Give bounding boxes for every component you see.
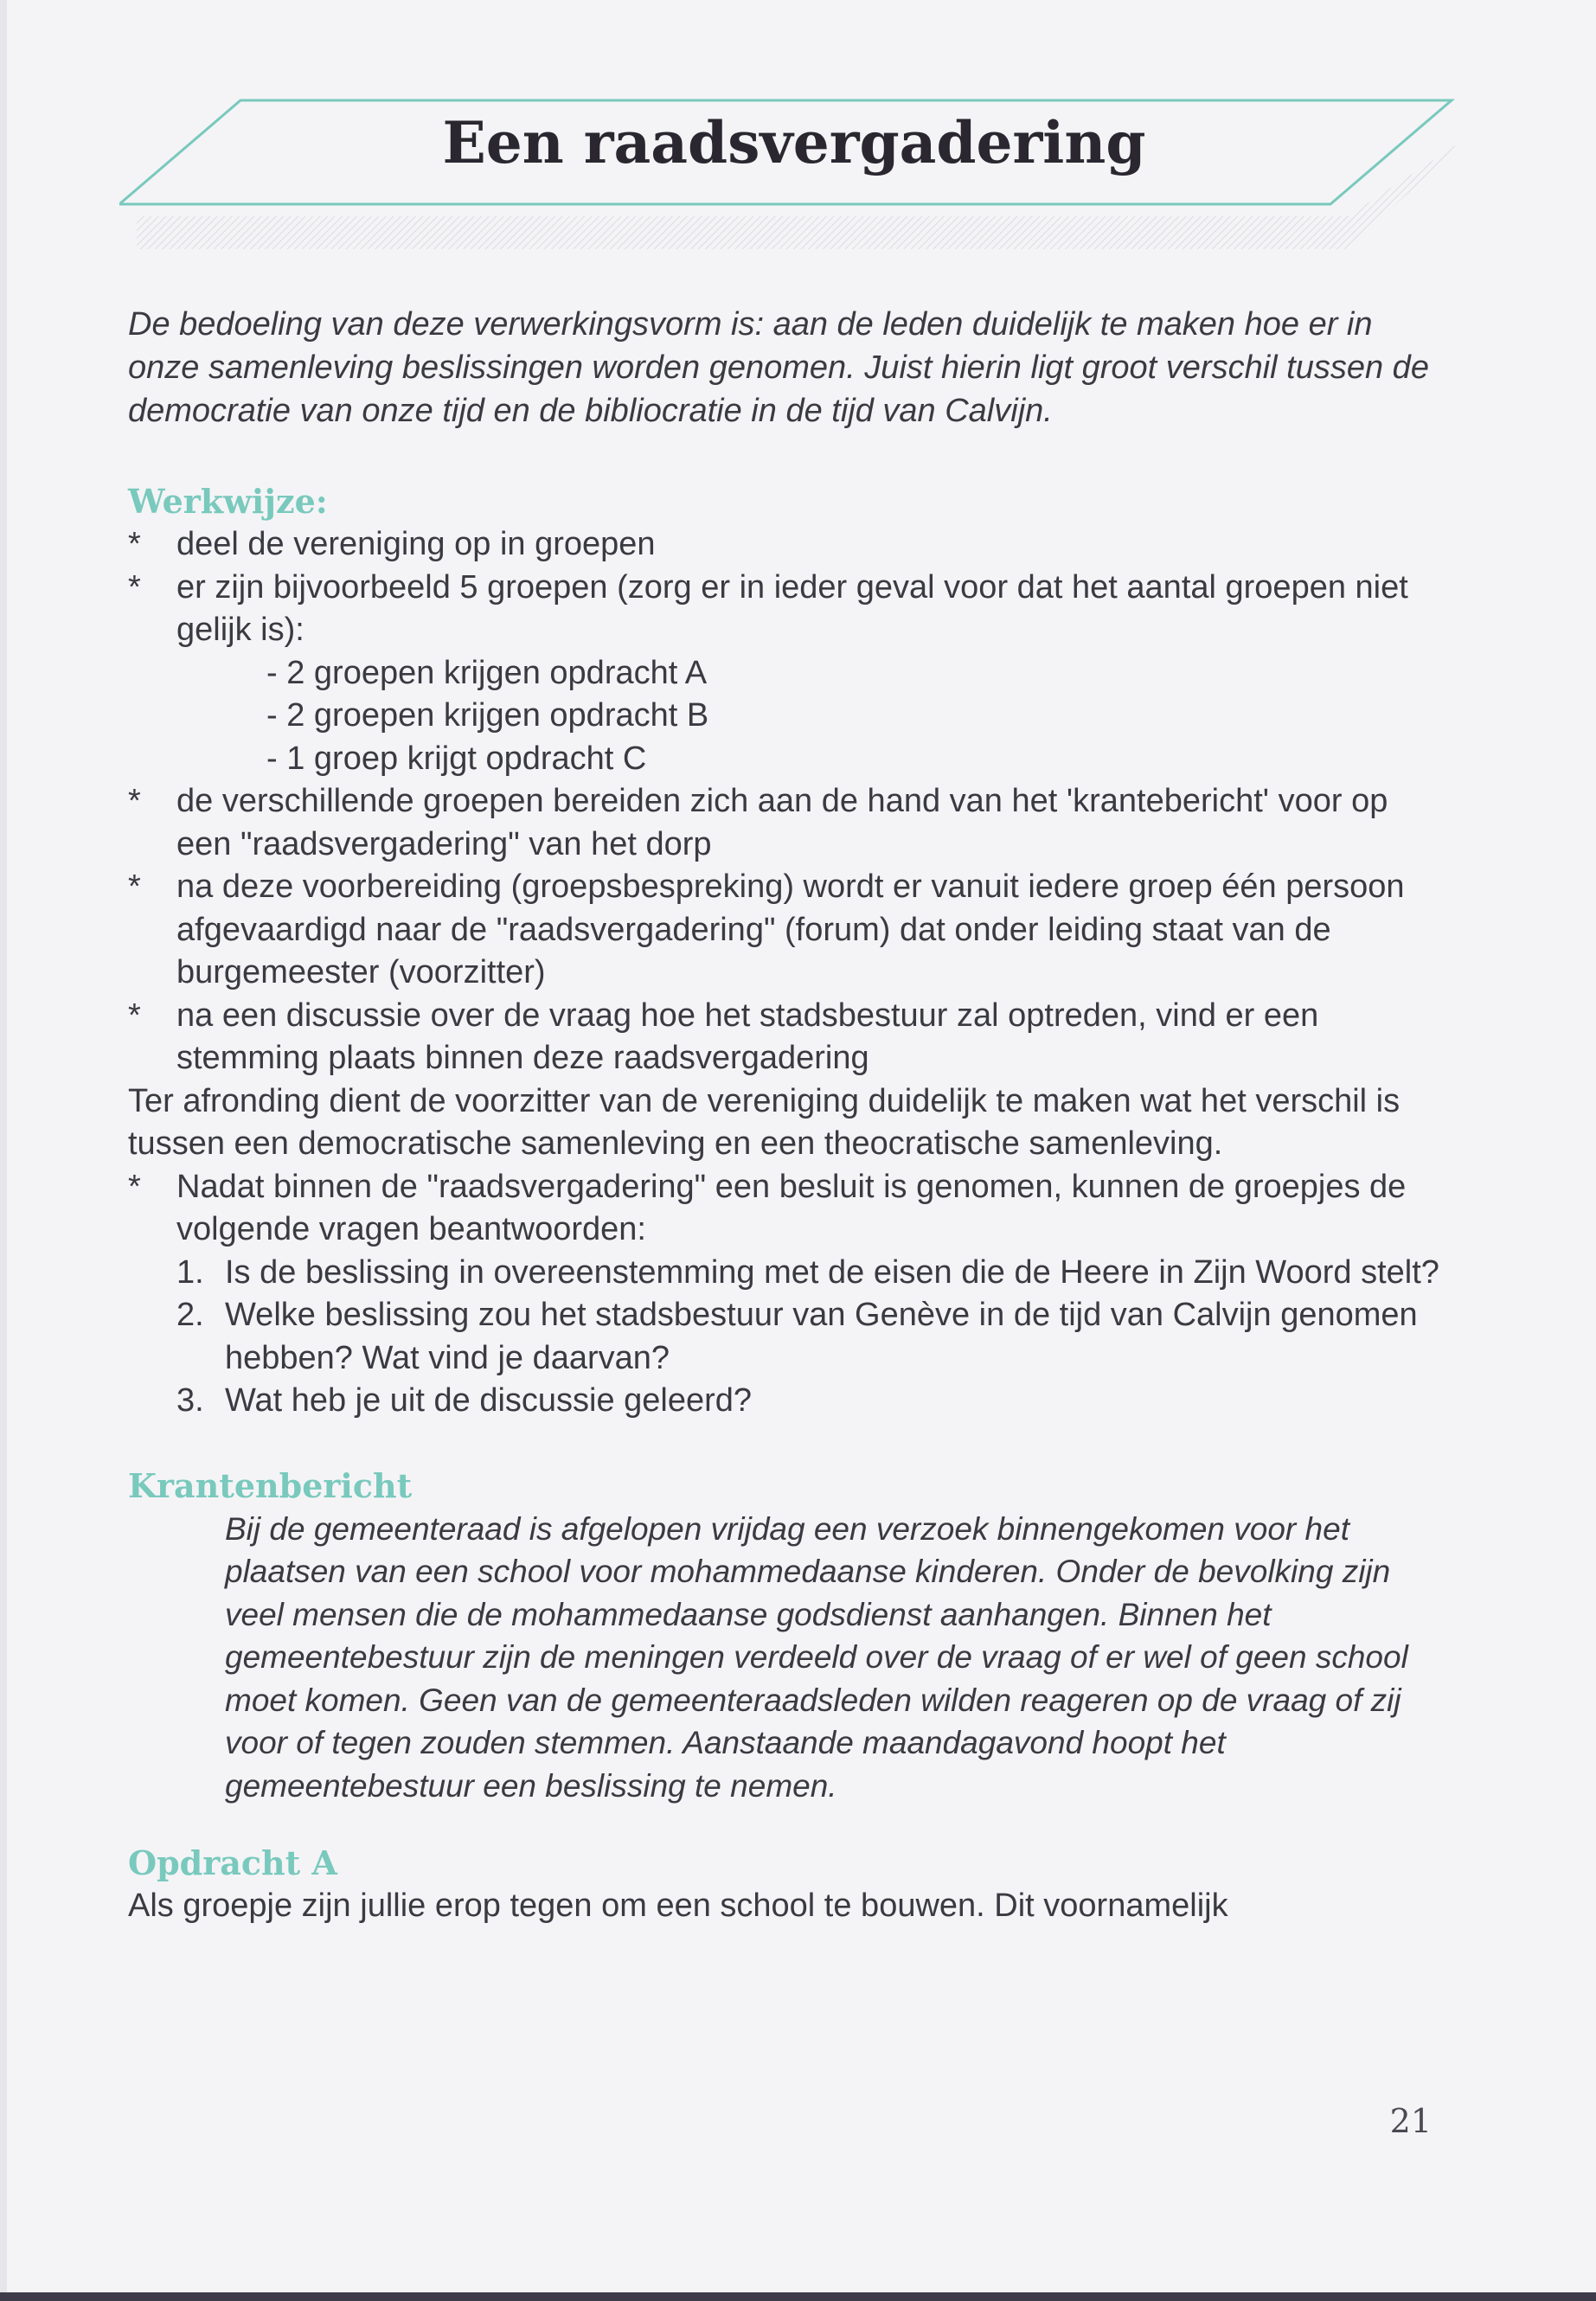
afronding-paragraph: Ter afronding dient de voorzitter van de vereniging duidelijk te maken wat het verschil is tussen een democratische samenleving en een theocratische samenleving. bbox=[128, 1082, 1401, 1162]
list-item: * Nadat binnen de "raadsvergadering" een besluit is genomen, kunnen de groepjes de volgende vragen beantwoorden: bbox=[128, 1166, 1443, 1252]
bullet-star: * bbox=[128, 568, 141, 606]
title-banner bbox=[119, 93, 1469, 258]
werkwijze-heading: Werkwijze: bbox=[128, 482, 328, 521]
opdracht-a-heading: Opdracht A bbox=[128, 1843, 337, 1882]
krantenbericht-text: Bij de gemeenteraad is afgelopen vrijdag een verzoek binnengekomen voor het plaatsen van een school voor mohammedaanse kinderen. Onder de bevolking zijn veel mensen die de mohammedaanse godsdienst aanhangen. Binnen het gemeentebestuur zijn de meningen verdeeld over de vraag of er wel of geen school moet komen. Geen van de gemeenteraadsleden wilden reageren op de vraag of zij voor of tegen zouden stemmen. Aanstaande maandagavond hoopt het gemeentebestuur een beslissing te nemen. bbox=[225, 1510, 1408, 1804]
list-item: * er zijn bijvoorbeeld 5 groepen (zorg er in ieder geval voor dat het aantal groepen niet gelijk is): bbox=[128, 567, 1443, 652]
krantenbericht-heading: Krantenbericht bbox=[128, 1465, 413, 1505]
intro-paragraph: De bedoeling van deze verwerkingsvorm is: aan de leden duidelijk te maken hoe er in onze samenleving beslissingen worden genomen. Juist hierin ligt groot verschil tussen de democratie van onze tijd en de bibliocratie in de tijd van Calvijn. bbox=[128, 306, 1429, 429]
book-page bbox=[7, 0, 1596, 2301]
page-title: Een raadsvergadering bbox=[442, 109, 1146, 176]
page-spine-shadow bbox=[0, 0, 7, 2301]
bullet-star: * bbox=[128, 526, 141, 562]
list-item: * deel de vereniging op in groepen bbox=[128, 523, 1443, 567]
sub-item: - 2 groepen krijgen opdracht B bbox=[266, 697, 709, 734]
bullet-star: * bbox=[128, 1168, 141, 1205]
bottom-edge-strip bbox=[0, 2292, 1596, 2301]
page-content bbox=[128, 303, 1443, 1928]
werkwijze-list bbox=[128, 523, 1443, 1423]
sub-item: - 2 groepen krijgen opdracht A bbox=[266, 654, 708, 691]
question-item: 1. Is de beslissing in overeenstemming met de eisen die de Heere in Zijn Woord stelt? bbox=[176, 1253, 1439, 1291]
question-item: 2. Welke beslissing zou het stadsbestuur van Genève in de tijd van Calvijn genomen hebben? Wat vind je daarvan? bbox=[176, 1297, 1418, 1376]
list-item: * na een discussie over de vraag hoe het stadsbestuur zal optreden, vind er een stemming plaats binnen deze raadsvergadering bbox=[128, 995, 1443, 1080]
bullet-star: * bbox=[128, 783, 141, 819]
opdracht-a-text: Als groepje zijn jullie erop tegen om een school te bouwen. Dit voornamelijk bbox=[128, 1888, 1228, 1924]
sub-item: - 1 groep krijgt opdracht C bbox=[266, 740, 647, 777]
bullet-star: * bbox=[128, 868, 141, 905]
page-number: 21 bbox=[1389, 2102, 1432, 2140]
bullet-star: * bbox=[128, 997, 141, 1034]
list-item: * de verschillende groepen bereiden zich aan de hand van het 'krantebericht' voor op een "raadsvergadering" van het dorp bbox=[128, 780, 1443, 866]
list-item: * na deze voorbereiding (groepsbespreking) wordt er vanuit iedere groep één persoon afgevaardigd naar de "raadsvergadering" (forum) dat onder leiding staat van de burgemeester (voorzitter) bbox=[128, 866, 1443, 995]
question-item: 3. Wat heb je uit de discussie geleerd? bbox=[176, 1382, 753, 1419]
